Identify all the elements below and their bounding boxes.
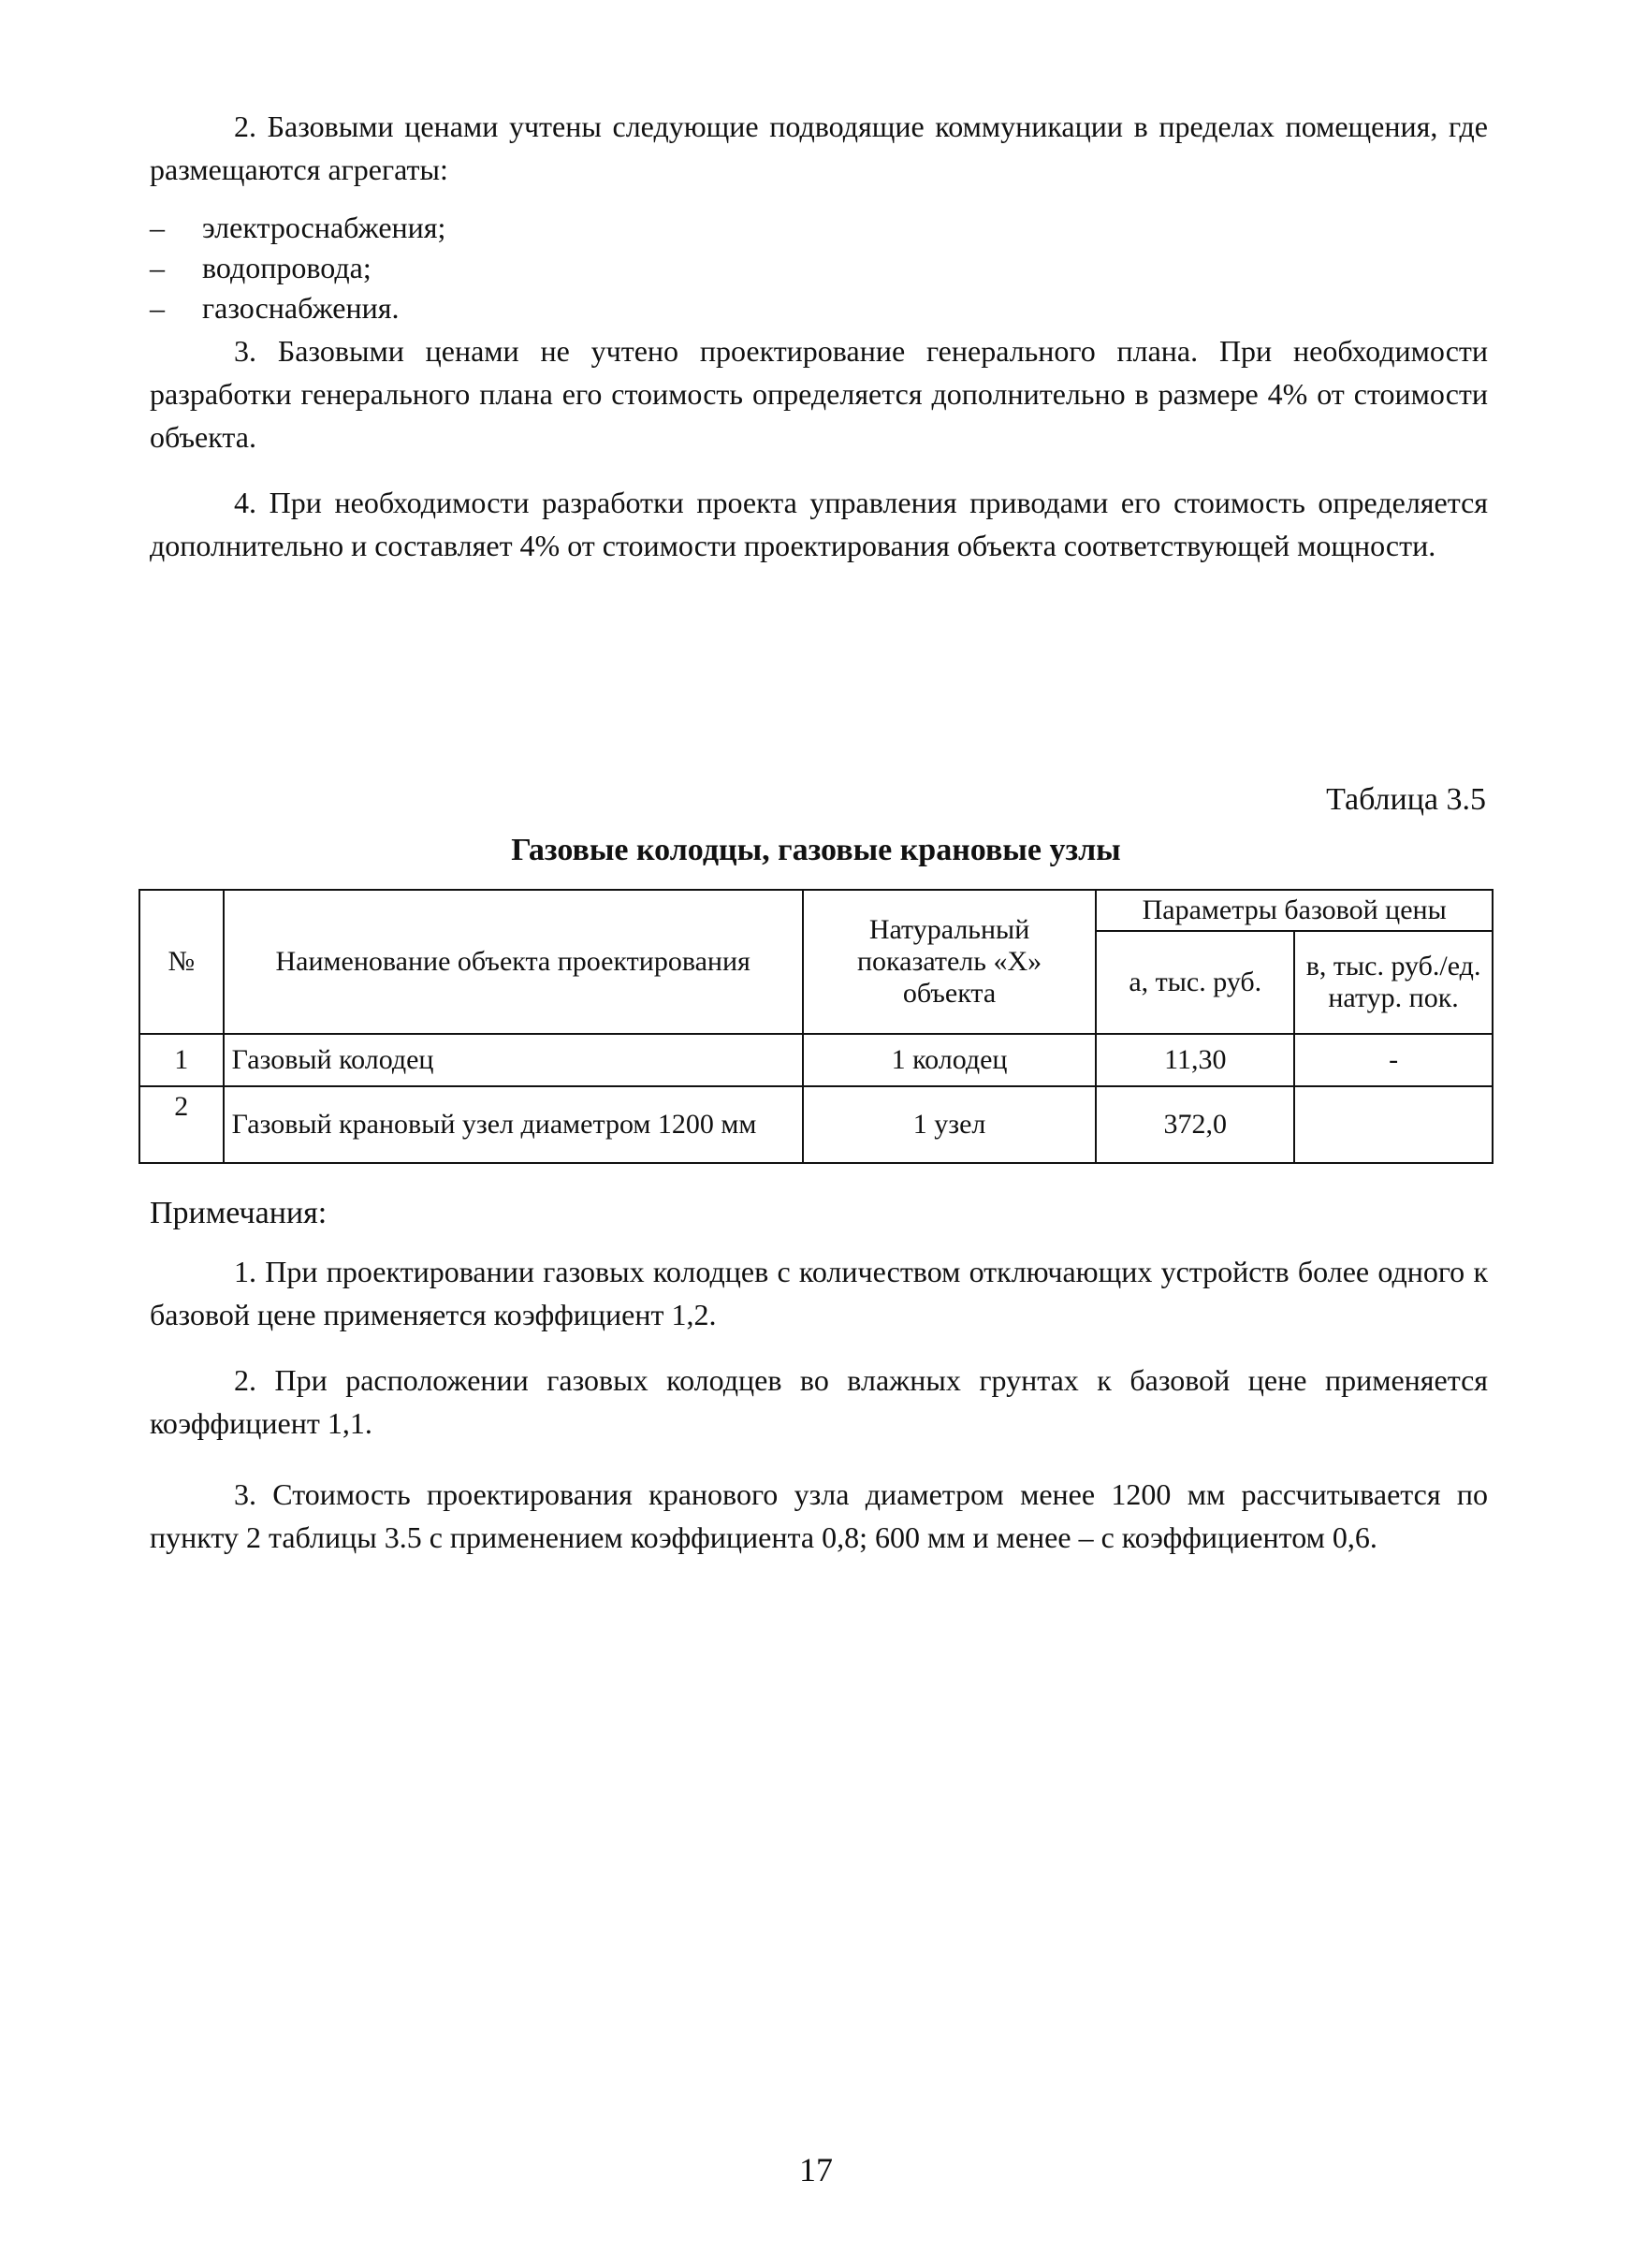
cell-b	[1294, 1086, 1493, 1163]
list-dash: –	[150, 251, 165, 284]
paragraph-3	[150, 329, 1488, 458]
list-item-text: электроснабжения;	[202, 211, 446, 244]
note-3	[150, 1473, 1488, 1559]
note-1	[150, 1250, 1488, 1336]
note-2-text: 2. При расположении газовых колодцев во влажных грунтах к базовой цене применяется коэффициент 1,1.	[150, 1363, 1488, 1440]
cell-indicator: 1 колодец	[803, 1034, 1097, 1086]
list-item-text: водопровода;	[202, 251, 372, 284]
header-a: а, тыс. руб.	[1096, 931, 1294, 1034]
header-params: Параметры базовой цены	[1096, 890, 1493, 931]
header-num: №	[139, 890, 224, 1034]
cell-name: Газовый колодец	[224, 1034, 803, 1086]
list-item-text: газоснабжения.	[202, 291, 400, 325]
header-indicator: Натуральный показатель «Х» объекта	[803, 890, 1097, 1034]
cell-a: 372,0	[1096, 1086, 1294, 1163]
list-item	[150, 208, 445, 248]
notes-heading: Примечания:	[150, 1196, 328, 1230]
list-dash: –	[150, 211, 165, 244]
paragraph-4	[150, 481, 1488, 567]
note-2	[150, 1359, 1488, 1445]
cell-indicator: 1 узел	[803, 1086, 1097, 1163]
cell-a: 11,30	[1096, 1034, 1294, 1086]
paragraph-2-text: 2. Базовыми ценами учтены следующие подводящие коммуникации в пределах помещения, где размещаются агрегаты:	[150, 109, 1488, 186]
cell-num: 2	[139, 1086, 224, 1163]
list-item	[150, 248, 445, 288]
note-1-text: 1. При проектировании газовых колодцев с количеством отключающих устройств более одного к базовой цене применяется коэффициент 1,2.	[150, 1255, 1488, 1331]
paragraph-2	[150, 105, 1488, 191]
list-dash: –	[150, 291, 165, 325]
base-price-table	[138, 889, 1494, 1164]
utilities-list	[150, 208, 445, 328]
cell-num: 1	[139, 1034, 224, 1086]
table-title: Газовые колодцы, газовые крановые узлы	[511, 833, 1121, 867]
page-number: 17	[799, 2151, 833, 2188]
cell-name: Газовый крановый узел диаметром 1200 мм	[224, 1086, 803, 1163]
table-caption: Таблица 3.5	[1326, 782, 1486, 817]
paragraph-3-text: 3. Базовыми ценами не учтено проектирование генерального плана. При необходимости разработки генерального плана его стоимость определяется дополнительно в размере 4% от стоимости объекта.	[150, 334, 1488, 454]
list-item	[150, 288, 445, 328]
note-3-text: 3. Стоимость проектирования кранового узла диаметром менее 1200 мм рассчитывается по пункту 2 таблицы 3.5 с применением коэффициента 0,8; 600 мм и менее – с коэффициентом 0,6.	[150, 1477, 1488, 1554]
table-row	[139, 1086, 1493, 1163]
paragraph-4-text: 4. При необходимости разработки проекта управления приводами его стоимость определяется дополнительно и составляет 4% от стоимости проектирования объекта соответствующей мощности.	[150, 486, 1488, 562]
header-name: Наименование объекта проектирования	[224, 890, 803, 1034]
header-b: в, тыс. руб./ед. натур. пок.	[1294, 931, 1493, 1034]
table-row	[139, 1034, 1493, 1086]
cell-b: -	[1294, 1034, 1493, 1086]
